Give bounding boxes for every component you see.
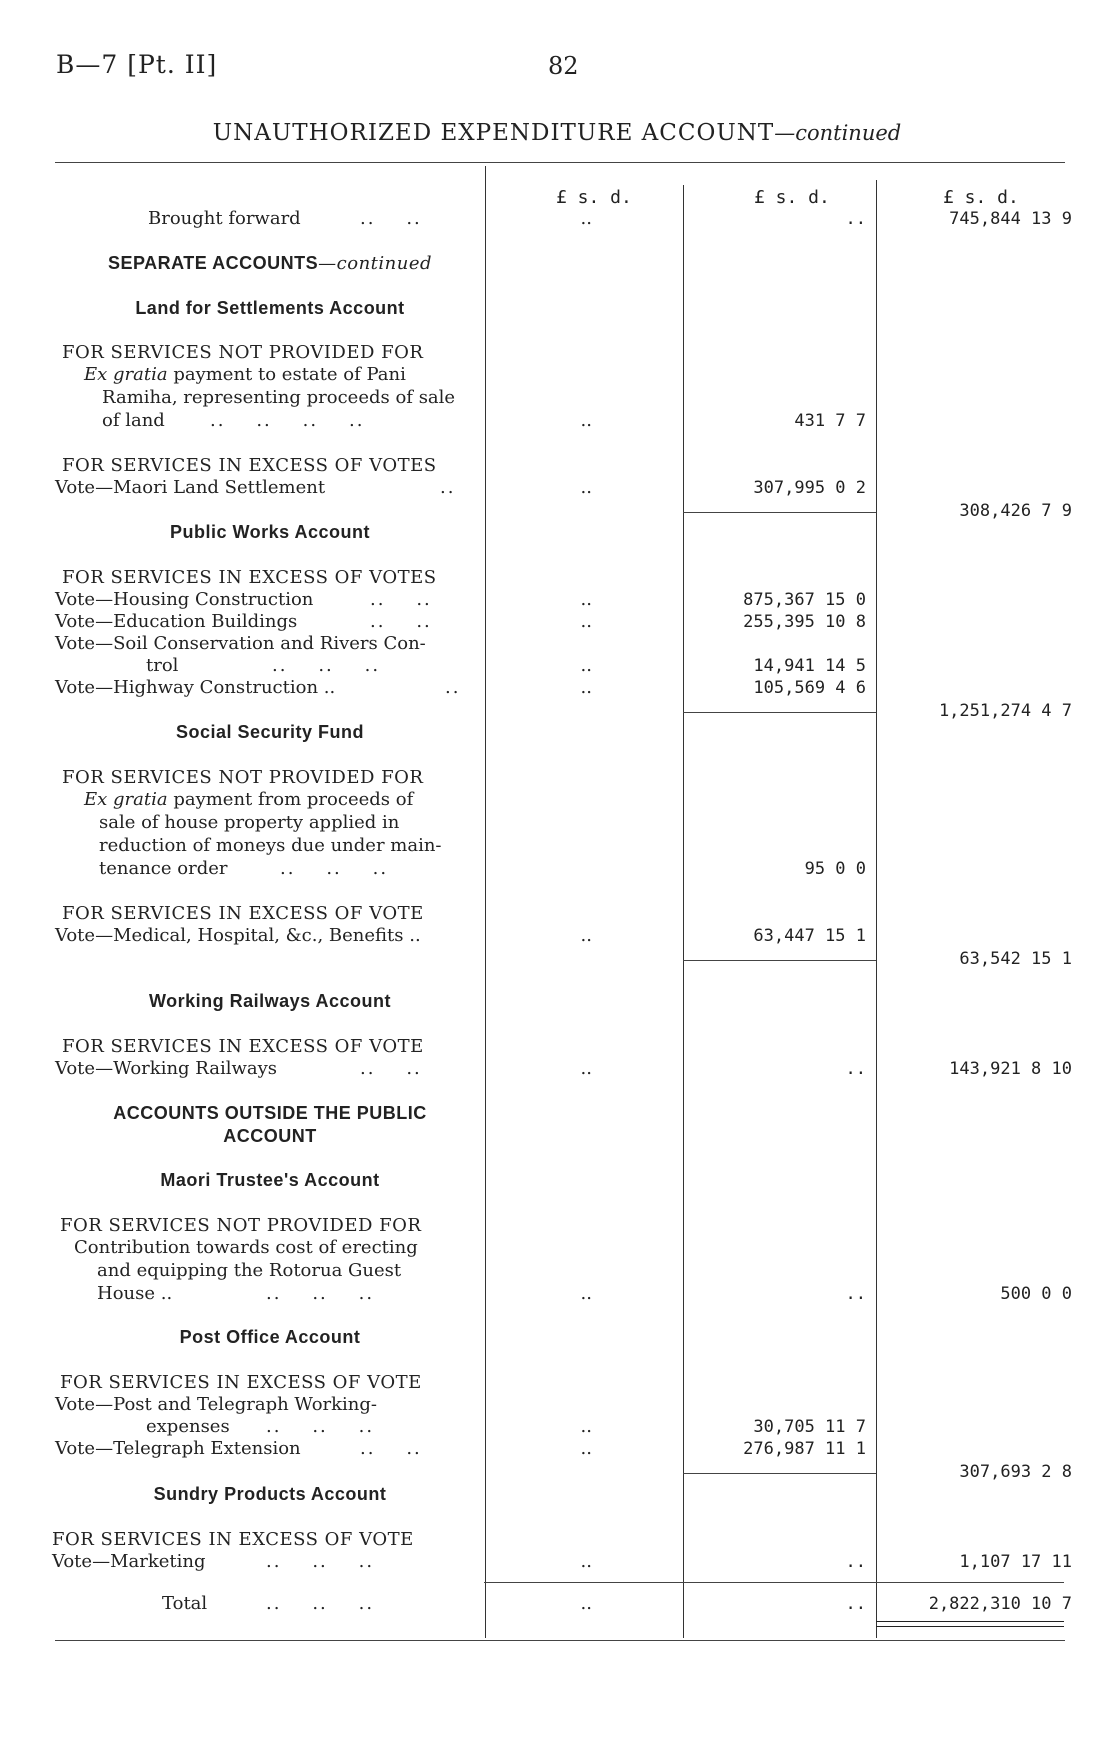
page-number: 82 [548, 52, 579, 80]
amount-col1: .. [580, 1593, 592, 1614]
account-heading-working-railways: Working Railways Account [148, 991, 392, 1011]
vote-label: Vote—Marketing [52, 1551, 206, 1572]
col1-header: £ s. d. [556, 187, 632, 208]
amount-col2: 63,447 15 1 [753, 926, 866, 946]
line-item-row [0, 1551, 1114, 1573]
leader-dots: .. .. .. [266, 1593, 375, 1614]
description-line [0, 1260, 1114, 1282]
brought-forward-row [0, 208, 1114, 230]
grand-total-label: Total [162, 1593, 208, 1614]
line-item-row [0, 410, 1114, 432]
description-text: Ramiha, representing proceeds of sale [102, 387, 456, 408]
leader-dots: .. .. .. [272, 655, 381, 676]
description-text: and equipping the Rotorua Guest [97, 1260, 402, 1281]
section-heading-outside-public-account-line2: ACCOUNT [223, 1126, 317, 1146]
account-heading-sundry-products: Sundry Products Account [153, 1484, 387, 1504]
grand-total-amount: 2,822,310 10 7 [928, 1594, 1072, 1614]
vote-label: Vote—Housing Construction [55, 589, 314, 610]
category-heading: FOR SERVICES NOT PROVIDED FOR [62, 767, 424, 788]
line-item-row [0, 477, 1114, 499]
amount-col2: 14,941 14 5 [753, 656, 866, 676]
amount-col1: .. [580, 589, 592, 610]
amount-col1: .. [580, 477, 592, 498]
category-heading: FOR SERVICES IN EXCESS OF VOTE [60, 1372, 422, 1393]
vote-label: Vote—Telegraph Extension [55, 1438, 301, 1459]
amount-col1: .. [580, 1058, 592, 1079]
description-line [0, 835, 1114, 857]
top-rule [55, 162, 1065, 163]
leader-dots: .. .. .. [266, 1416, 375, 1437]
leader-dots: .. .. .. .. [210, 410, 365, 431]
vote-label: Vote—Education Buildings [55, 611, 298, 632]
category-heading: FOR SERVICES NOT PROVIDED FOR [60, 1215, 422, 1236]
line-item-row [0, 1416, 1114, 1438]
section-heading-suffix: —continued [318, 253, 433, 274]
vote-label: Vote—Working Railways [55, 1058, 278, 1079]
description-text: House .. [97, 1283, 173, 1304]
description-text: sale of house property applied in [99, 812, 400, 833]
account-heading-maori-trustee: Maori Trustee's Account [160, 1170, 380, 1190]
leader-dots: .. .. [360, 208, 422, 229]
description-line [0, 633, 1114, 655]
brought-forward-label: Brought forward [148, 208, 301, 229]
leader-dots: .. .. [370, 611, 432, 632]
bottom-rule [55, 1640, 1065, 1641]
amount-col1: .. [580, 677, 592, 698]
leader-dots: .. .. [360, 1058, 422, 1079]
description-text: payment to estate of Pani [167, 364, 406, 385]
section-heading-separate-accounts [20, 253, 520, 274]
page-title-suffix: —continued [774, 121, 902, 145]
document-reference: B—7 [Pt. II] [56, 50, 218, 79]
description-text: of land [102, 410, 165, 431]
category-heading: FOR SERVICES NOT PROVIDED FOR [62, 342, 424, 363]
amount-col3: 308,426 7 9 [959, 501, 1072, 521]
amount-col3: 745,844 13 9 [949, 209, 1072, 229]
amount-col1: .. [580, 1551, 592, 1572]
amount-col1: .. [580, 1283, 592, 1304]
amount-col2: .. [845, 1594, 866, 1614]
description-line [0, 789, 1114, 811]
description-text: payment from proceeds of [167, 789, 414, 810]
amount-col2: 30,705 11 7 [753, 1417, 866, 1437]
description-line [0, 387, 1114, 409]
category-heading: FOR SERVICES IN EXCESS OF VOTES [62, 567, 437, 588]
subtotal-row [0, 1461, 1114, 1483]
vote-label: trol [146, 655, 179, 676]
line-item-row [0, 1438, 1114, 1460]
line-item-row [0, 677, 1114, 699]
amount-col2: .. [845, 1552, 866, 1572]
amount-col2: .. [845, 1059, 866, 1079]
line-item-row [0, 655, 1114, 677]
page-title-text: UNAUTHORIZED EXPENDITURE ACCOUNT [212, 120, 775, 146]
line-item-row [0, 1283, 1114, 1305]
amount-col1: .. [580, 925, 592, 946]
subtotal-row [0, 500, 1114, 522]
vote-label: Vote—Medical, Hospital, &c., Benefits .. [55, 925, 421, 946]
leader-dots: .. .. [370, 589, 432, 610]
leader-dots: .. .. [360, 1438, 422, 1459]
line-item-row [0, 858, 1114, 880]
leader-dots: .. .. .. [266, 1551, 375, 1572]
leader-dots: .. .. .. [266, 1283, 375, 1304]
amount-col2: 431 7 7 [794, 411, 866, 431]
leader-dots: .. [440, 477, 456, 498]
amount-col2: 105,569 4 6 [753, 678, 866, 698]
amount-col2: 276,987 11 1 [743, 1439, 866, 1459]
amount-col2: .. [845, 1284, 866, 1304]
amount-col3: 63,542 15 1 [959, 949, 1072, 969]
leader-dots: .. [445, 677, 461, 698]
amount-col1: .. [580, 655, 592, 676]
description-line [0, 1394, 1114, 1416]
line-item-row [0, 611, 1114, 633]
category-heading: FOR SERVICES IN EXCESS OF VOTE [62, 903, 424, 924]
subtotal-row [0, 700, 1114, 722]
amount-col3: 1,107 17 11 [959, 1552, 1072, 1572]
section-heading-text: SEPARATE ACCOUNTS [107, 253, 319, 273]
section-heading-outside-public-account: ACCOUNTS OUTSIDE THE PUBLIC [113, 1103, 427, 1123]
amount-col1: .. [580, 1438, 592, 1459]
amount-col2: 875,367 15 0 [743, 590, 866, 610]
amount-col1: .. [580, 410, 592, 431]
latin-phrase: Ex gratia [84, 364, 168, 385]
subtotal-row [0, 948, 1114, 970]
vote-label: Vote—Maori Land Settlement [55, 477, 326, 498]
leader-dots: .. .. .. [280, 858, 389, 879]
double-underline-2 [876, 1626, 1064, 1627]
description-text: tenance order [99, 858, 228, 879]
page-title [0, 120, 1114, 146]
vote-label: Vote—Post and Telegraph Working- [55, 1394, 377, 1415]
line-item-row [0, 589, 1114, 611]
account-heading-social-security: Social Security Fund [175, 722, 365, 742]
category-heading: FOR SERVICES IN EXCESS OF VOTES [62, 455, 437, 476]
vote-label: Vote—Highway Construction .. [55, 677, 336, 698]
amount-col1: .. [580, 611, 592, 632]
description-text: reduction of moneys due under main- [99, 835, 442, 856]
amount-col3: 1,251,274 4 7 [938, 701, 1072, 721]
amount-col1: .. [580, 1416, 592, 1437]
double-underline-1 [876, 1621, 1064, 1622]
grand-total-row [0, 1593, 1114, 1615]
account-heading-land-for-settlements: Land for Settlements Account [135, 298, 405, 318]
category-heading: FOR SERVICES IN EXCESS OF VOTE [62, 1036, 424, 1057]
account-heading-post-office: Post Office Account [179, 1327, 361, 1347]
amount-col2: 255,395 10 8 [743, 612, 866, 632]
vote-label: Vote—Soil Conservation and Rivers Con- [55, 633, 426, 654]
description-line [0, 812, 1114, 834]
description-text: Contribution towards cost of erecting [74, 1237, 418, 1258]
amount-col2: .. [845, 209, 866, 229]
amount-col3: 143,921 8 10 [949, 1059, 1072, 1079]
amount-col3: 307,693 2 8 [959, 1462, 1072, 1482]
latin-phrase: Ex gratia [84, 789, 168, 810]
line-item-row [0, 1058, 1114, 1080]
amount-col3: 500 0 0 [1000, 1284, 1072, 1304]
description-line [0, 364, 1114, 386]
total-rule [484, 1582, 1064, 1583]
line-item-row [0, 925, 1114, 947]
category-heading: FOR SERVICES IN EXCESS OF VOTE [52, 1529, 414, 1550]
vote-label: expenses [146, 1416, 230, 1437]
account-heading-public-works: Public Works Account [169, 522, 371, 542]
col3-header: £ s. d. [943, 187, 1019, 208]
amount-col2: 307,995 0 2 [753, 478, 866, 498]
description-line [0, 1237, 1114, 1259]
col2-header: £ s. d. [754, 187, 830, 208]
amount-col2: 95 0 0 [804, 859, 866, 879]
amount-col1: .. [580, 208, 592, 229]
